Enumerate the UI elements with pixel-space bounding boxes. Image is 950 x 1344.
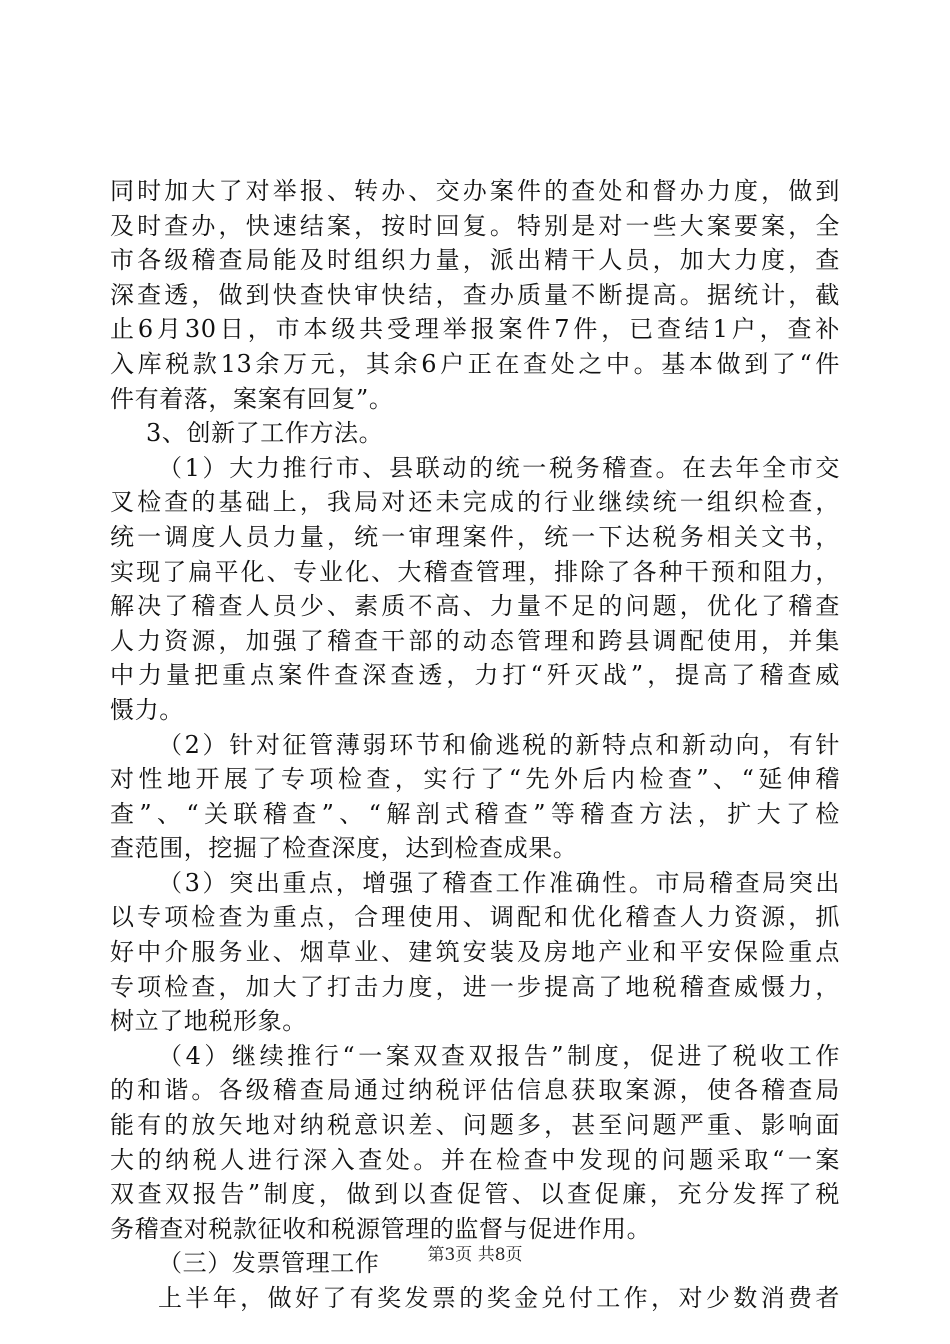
text-line: 统一调度人员力量，统一审理案件，统一下达税务相关文书， — [110, 522, 840, 551]
text-line: 大的纳税人进行深入查处。并在检查中发现的问题采取“一案 — [110, 1145, 840, 1174]
text-line: 中力量把重点案件查深查透，力打“歼灭战”，提高了稽查威 — [110, 661, 840, 690]
text-line: 专项检查，加大了打击力度，进一步提高了地税稽查威慑力， — [110, 972, 840, 1001]
text-line: （2）针对征管薄弱环节和偷逃税的新特点和新动向，有针 — [158, 730, 840, 759]
text-line: 慑力。 — [110, 695, 184, 724]
text-line: 件有着落，案案有回复”。 — [110, 384, 394, 413]
text-line: （3）突出重点，增强了稽查工作准确性。市局稽查局突出 — [158, 868, 840, 897]
text-line: 解决了稽查人员少、素质不高、力量不足的问题，优化了稽查 — [110, 592, 840, 621]
page-footer: 第3页 共8页 — [427, 1245, 523, 1265]
text-line: 双查双报告”制度，做到以查促管、以查促廉，充分发挥了税 — [110, 1180, 840, 1209]
text-line: （三）发票管理工作 — [158, 1249, 380, 1278]
text-line: 的和谐。各级稽查局通过纳税评估信息获取案源，使各稽查局 — [110, 1076, 840, 1105]
text-line: 叉检查的基础上，我局对还未完成的行业继续统一组织检查， — [110, 488, 840, 517]
text-line: （1）大力推行市、县联动的统一税务稽查。在去年全市交 — [158, 453, 840, 482]
text-line: 止6月30日，市本级共受理举报案件7件，已查结1户，查补 — [110, 315, 840, 344]
text-line: 以专项检查为重点，合理使用、调配和优化稽查人力资源，抓 — [110, 903, 840, 932]
text-line: 同时加大了对举报、转办、交办案件的查处和督办力度，做到 — [110, 177, 840, 205]
text-line: 入库税款13余万元，其余6户正在查处之中。基本做到了“件 — [110, 349, 840, 378]
text-line: 深查透，做到快查快审快结，查办质量不断提高。据统计，截 — [110, 280, 840, 309]
text-line: 查”、“关联稽查”、“解剖式稽查”等稽查方法，扩大了检 — [110, 799, 840, 828]
text-line: （4）继续推行“一案双查双报告”制度，促进了税收工作 — [158, 1041, 840, 1070]
text-line: 3、创新了工作方法。 — [146, 419, 384, 448]
text-line: 好中介服务业、烟草业、建筑安装及房地产业和平安保险重点 — [110, 938, 840, 967]
text-line: 树立了地税形象。 — [110, 1007, 307, 1036]
text-line: 及时查办，快速结案，按时回复。特别是对一些大案要案，全 — [110, 211, 840, 240]
text-line: 上半年，做好了有奖发票的奖金兑付工作，对少数消费者 — [158, 1284, 840, 1312]
text-line: 查范围，挖掘了检查深度，达到检查成果。 — [110, 834, 578, 863]
text-line: 市各级稽查局能及时组织力量，派出精干人员，加大力度，查 — [110, 246, 840, 275]
text-line: 人力资源，加强了稽查干部的动态管理和跨县调配使用，并集 — [110, 626, 840, 655]
body-text — [110, 174, 840, 1316]
text-line: 对性地开展了专项检查，实行了“先外后内检查”、“延伸稽 — [110, 765, 840, 794]
text-line: 能有的放矢地对纳税意识差、问题多，甚至问题严重、影响面 — [110, 1111, 840, 1140]
text-line: 务稽查对税款征收和税源管理的监督与促进作用。 — [110, 1214, 652, 1243]
text-line: 实现了扁平化、专业化、大稽查管理，排除了各种干预和阻力， — [110, 557, 840, 586]
